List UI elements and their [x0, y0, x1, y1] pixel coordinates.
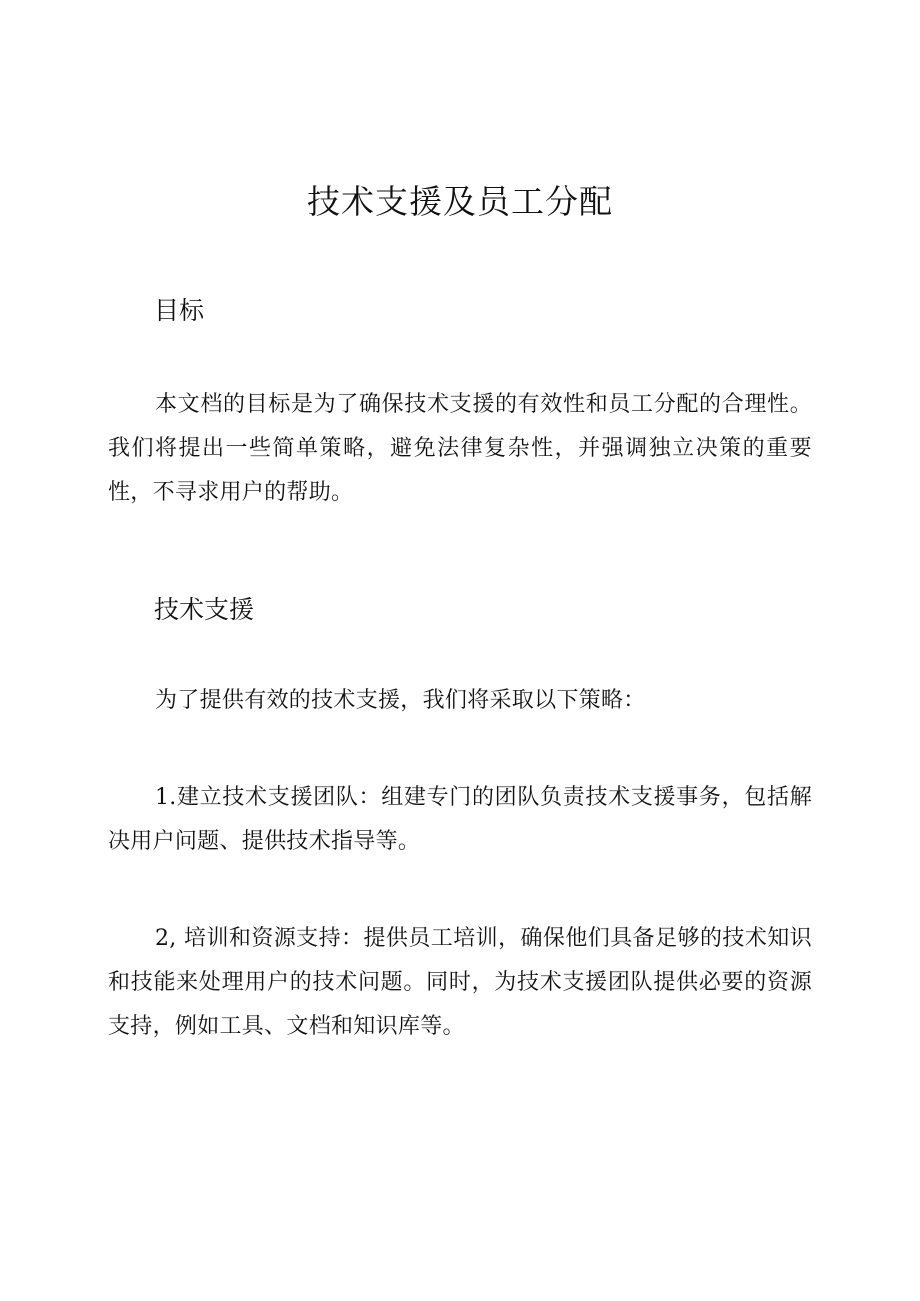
tech-support-intro-paragraph: 为了提供有效的技术支援，我们将采取以下策略： [155, 688, 646, 713]
goal-paragraph: 本文档的目标是为了确保技术支援的有效性和员工分配的合理性。我们将提出一些简单策略，避免法律复杂性，并强调独立决策的重要性，不寻求用户的帮助。 [108, 392, 812, 505]
document-title: 技术支援及员工分配 [307, 182, 613, 221]
section-heading-goal: 目标 [154, 296, 205, 325]
strategy-item-2: 2, 培训和资源支持：提供员工培训，确保他们具备足够的技术知识和技能来处理用户的技术问题。同时，为技术支援团队提供必要的资源支持，例如工具、文档和知识库等。 [108, 926, 812, 1039]
section-heading-tech-support: 技术支援 [154, 595, 255, 624]
strategy-item-1: 1.建立技术支援团队：组建专门的团队负责技术支援事务，包括解决用户问题、提供技术指导等。 [108, 785, 812, 854]
